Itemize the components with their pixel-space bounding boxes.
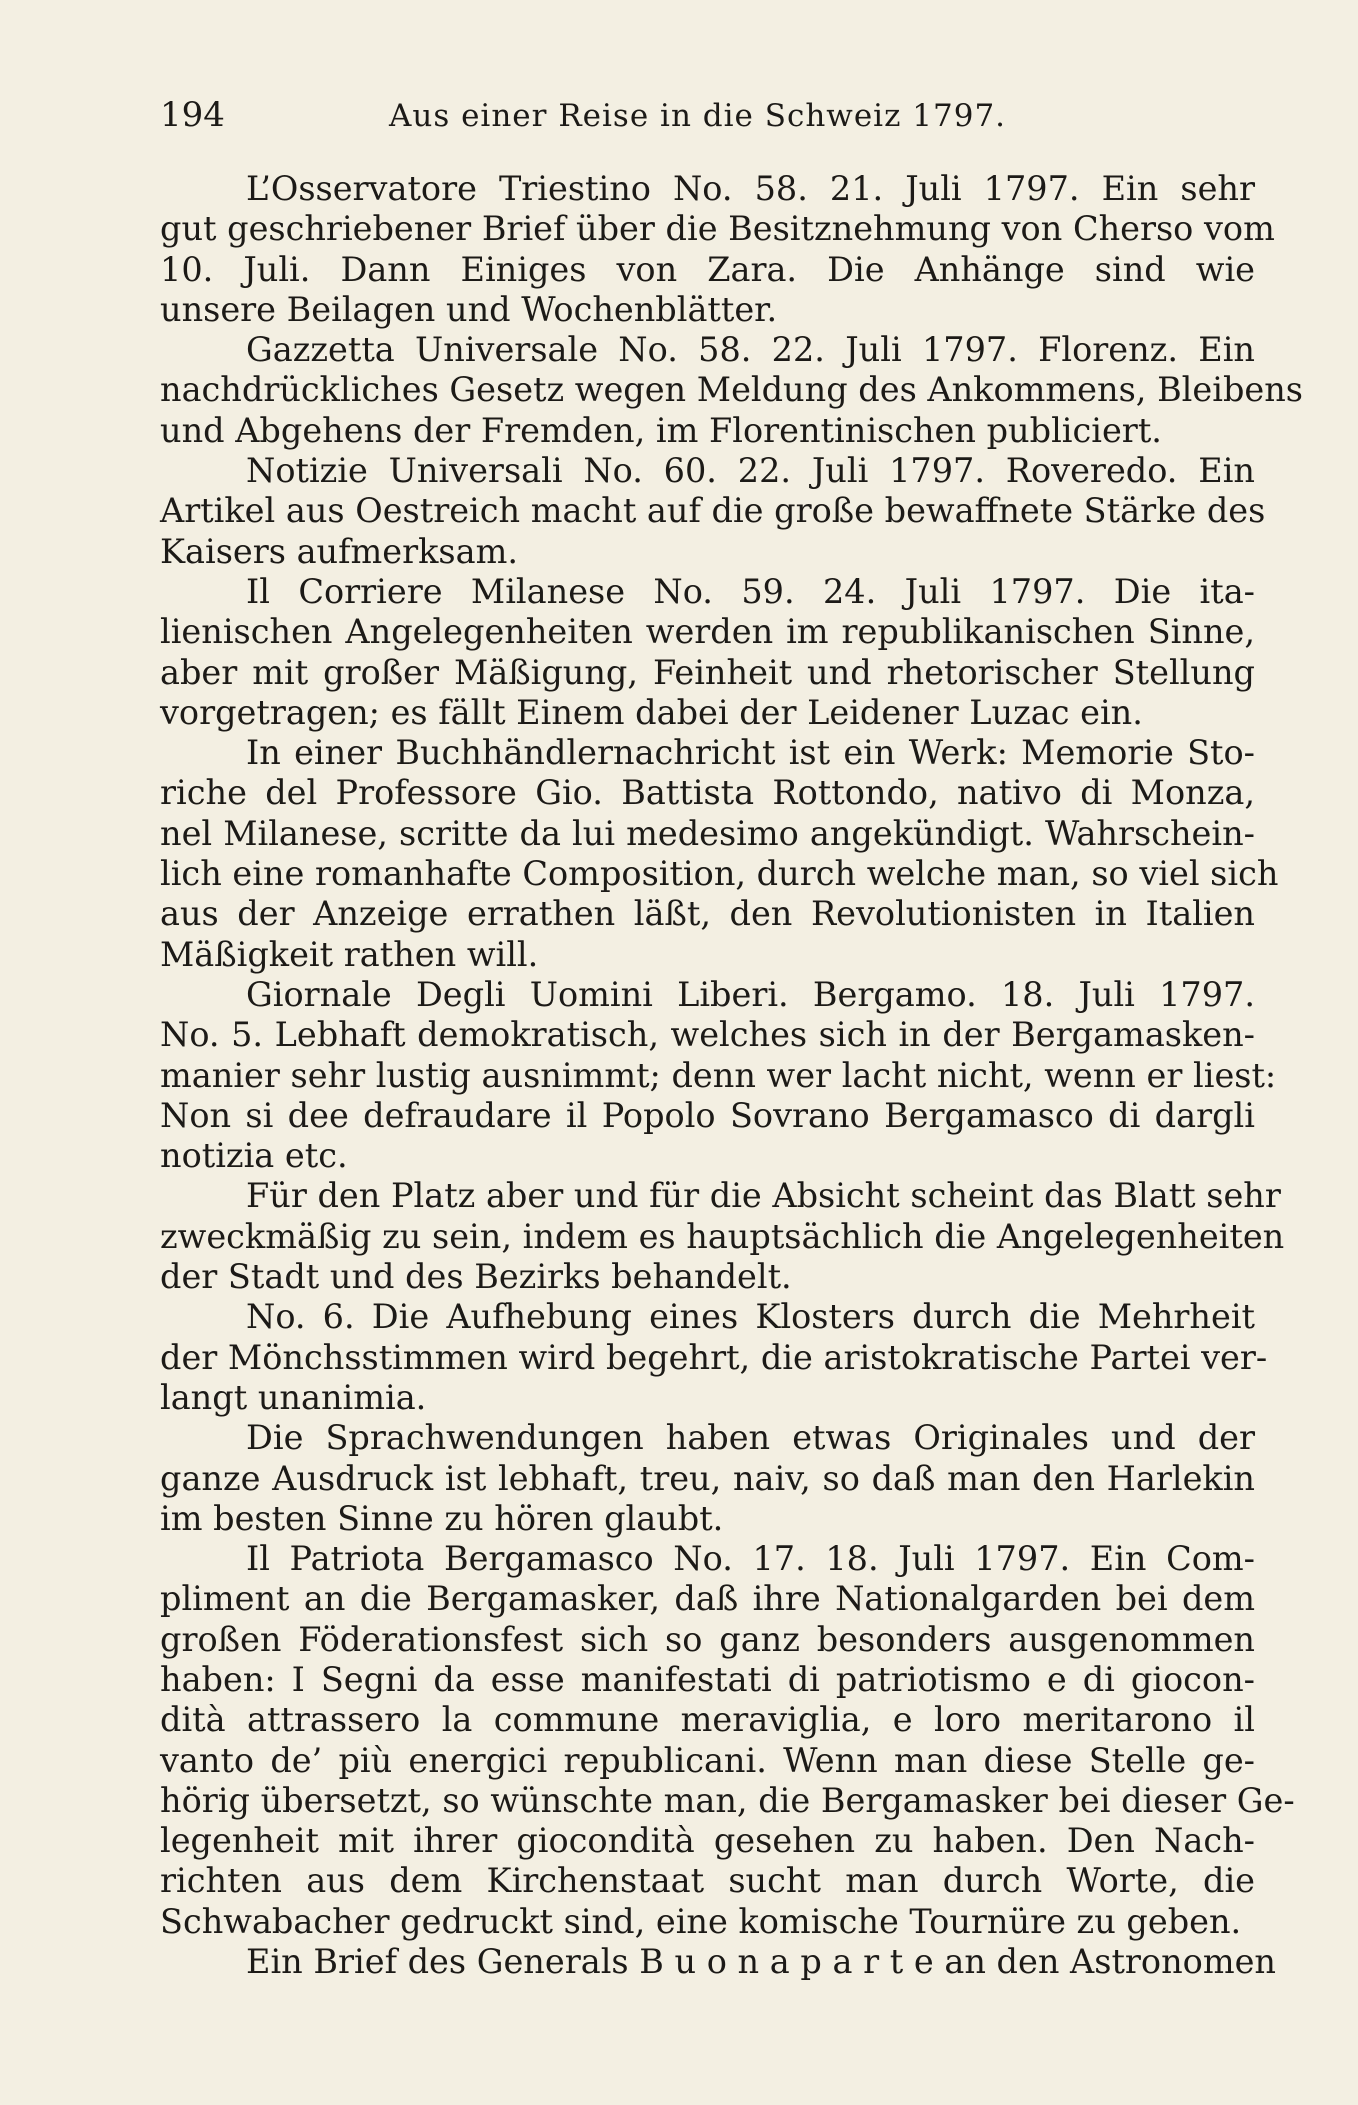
text-line: der Stadt und des Bezirks behandelt. [160, 1257, 792, 1297]
text-line: Non si dee defraudare il Popolo Sovrano Bergamasco di dargli [160, 1095, 1255, 1135]
text-line: Il Patriota Bergamasco No. 17. 18. Juli 1797. Ein Com- [246, 1539, 1255, 1579]
text-line: nel Milanese, scritte da lui medesimo angekündigt. Wahrschein- [160, 813, 1255, 853]
text-line: unsere Beilagen und Wochenblätter. [160, 289, 778, 329]
text-line: Notizie Universali No. 60. 22. Juli 1797. Roveredo. Ein [246, 451, 1255, 491]
text-line: In einer Buchhändlernachricht ist ein Werk: Memorie Sto- [246, 733, 1255, 773]
text-line: hörig übersetzt, so wünschte man, die Bergamasker bei dieser Ge- [160, 1780, 1295, 1820]
text-line: vorgetragen; es fällt Einem dabei der Leidener Luzac ein. [160, 692, 1143, 732]
text-line: Artikel aus Oestreich macht auf die große bewaffnete Stärke des [160, 491, 1266, 531]
text-line: Für den Platz aber und für die Absicht scheint das Blatt sehr [246, 1176, 1281, 1216]
text-line: zweckmäßig zu sein, indem es hauptsächlich die Angelegenheiten [160, 1216, 1285, 1256]
text-line: nachdrückliches Gesetz wegen Meldung des Ankommens, Bleibens [160, 370, 1303, 410]
text-line: Il Corriere Milanese No. 59. 24. Juli 1797. Die ita- [246, 571, 1255, 611]
text-line: lienischen Angelegenheiten werden im republikanischen Sinne, [160, 612, 1255, 652]
text-line: großen Föderationsfest sich so ganz besonders ausgenommen [160, 1619, 1255, 1659]
text-line: haben: I Segni da esse manifestati di patriotismo e di giocon- [160, 1659, 1255, 1699]
text-line: Schwabacher gedruckt sind, eine komische Tournüre zu geben. [160, 1901, 1242, 1941]
running-title: Aus einer Reise in die Schweiz 1797. [388, 98, 1007, 134]
text-line: lich eine romanhafte Composition, durch welche man, so viel sich [160, 854, 1279, 894]
text-line: und Abgehens der Fremden, im Florentinischen publiciert. [160, 410, 1162, 450]
text-line: ganze Ausdruck ist lebhaft, treu, naiv, so daß man den Harlekin [160, 1458, 1255, 1498]
body-text [160, 169, 1303, 1982]
text-line: aus der Anzeige errathen läßt, den Revolutionisten in Italien [160, 894, 1255, 934]
text-line: Ein Brief des Generals B u o n a p a r t e an den Astronomen [246, 1942, 1276, 1982]
text-line: im besten Sinne zu hören glaubt. [160, 1498, 724, 1538]
text-line: riche del Professore Gio. Battista Rottondo, nativo di Monza, [160, 773, 1255, 813]
text-line: gut geschriebener Brief über die Besitznehmung von Cherso vom [160, 209, 1275, 249]
text-line: der Mönchsstimmen wird begehrt, die aristokratische Partei ver- [160, 1337, 1268, 1377]
text-line: langt unanimia. [160, 1377, 427, 1417]
book-page [160, 95, 1303, 1982]
text-line: Die Sprachwendungen haben etwas Originales und der [246, 1418, 1255, 1458]
running-head [160, 95, 1255, 145]
text-line: Giornale Degli Uomini Liberi. Bergamo. 18. Juli 1797. [246, 974, 1255, 1014]
text-line: Gazzetta Universale No. 58. 22. Juli 1797. Florenz. Ein [246, 330, 1255, 370]
text-line: No. 5. Lebhaft demokratisch, welches sich in der Bergamasken- [160, 1015, 1255, 1055]
text-line: notizia etc. [160, 1136, 348, 1176]
text-line: pliment an die Bergamasker, daß ihre Nationalgarden bei dem [160, 1579, 1255, 1619]
text-line: Kaisers aufmerksam. [160, 531, 519, 571]
text-line: dità attrassero la commune meraviglia, e loro meritarono il [160, 1700, 1255, 1740]
text-line: aber mit großer Mäßigung, Feinheit und rhetorischer Stellung [160, 652, 1255, 692]
text-line: Mäßigkeit rathen will. [160, 934, 539, 974]
text-line: legenheit mit ihrer giocondità gesehen zu haben. Den Nach- [160, 1821, 1255, 1861]
text-line: vanto de’ più energici republicani. Wenn man diese Stelle ge- [160, 1740, 1255, 1780]
text-line: No. 6. Die Aufhebung eines Klosters durch die Mehrheit [246, 1297, 1255, 1337]
text-line: 10. Juli. Dann Einiges von Zara. Die Anhänge sind wie [160, 249, 1255, 289]
page-number: 194 [160, 95, 225, 135]
text-line: L’Osservatore Triestino No. 58. 21. Juli 1797. Ein sehr [246, 169, 1255, 208]
text-line: richten aus dem Kirchenstaat sucht man durch Worte, die [160, 1861, 1255, 1901]
text-line: manier sehr lustig ausnimmt; denn wer lacht nicht, wenn er liest: [160, 1055, 1277, 1095]
